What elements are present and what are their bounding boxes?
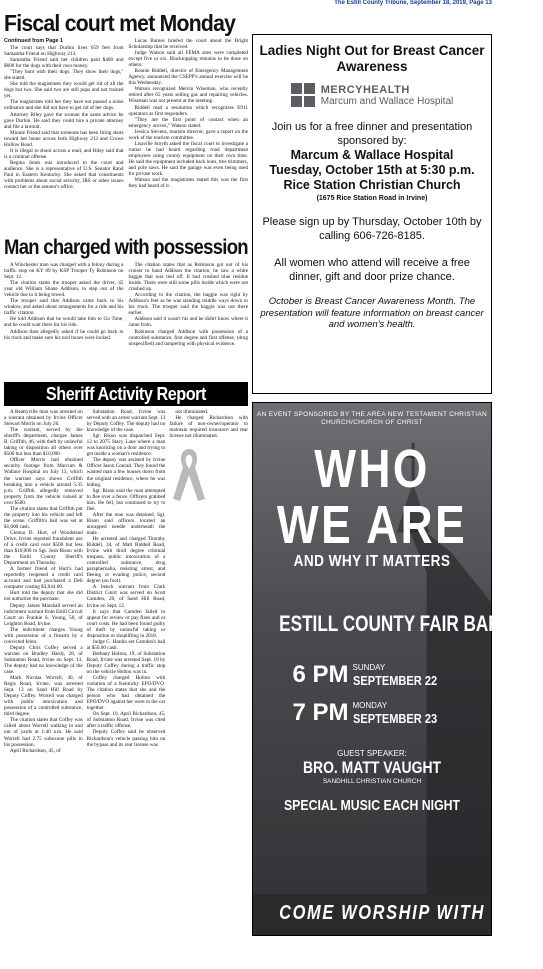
article-paragraph: Mark Nicolas Worrell, 40, of Regis Road, Irvine, was arrested Sept. 13 on Sand Hill Road by Deputy Coffey. Worrell was charged with public intoxication and possession of a controlled substance, third degree. — [4, 675, 83, 718]
article-paragraph: The court says that Durbin lives 659 feet from Samantha Friend on Highway 213. — [4, 45, 124, 58]
ad-awareness-note: October is Breast Cancer Awareness Month. The presentation will feature information on breast cancer and women's health. — [260, 296, 484, 330]
article-paragraph: Officer Morris had obtained security footage from Marcum & Wallace Hospital on July 13, which the warrant says shows Griffith breaking into a vehicle around 5:35 p.m. Griffith allegedly removed property from the vehicle valued at over $500. — [4, 457, 83, 506]
event-night-1 — [253, 661, 491, 689]
article-paragraph: Coffey charged Holton with violation of a Kentucky EPO/DVO. The citation states that she and the person who had obtained the EPO/DVO against her were in the car together. — [86, 675, 166, 712]
article-column — [4, 38, 124, 234]
sheriff-report-banner — [4, 382, 248, 406]
headline-fiscal-court: Fiscal court met Monday — [4, 10, 236, 36]
article-paragraph: Deputy Coffey said he observed Richardson's vehicle passing him on the bypass and its rear license was — [86, 729, 166, 748]
event-title: WHO WE ARE — [276, 439, 468, 555]
article-paragraph: Addison then allegedly asked if he could go back to his truck and make sure his tool boxes were locked. — [4, 328, 124, 341]
article-paragraph: Ronnie Riddell, director of Emergency Management Agency, announced the CSEPP's annual exercise will be this Wednesday. — [128, 68, 248, 87]
article-paragraph: Lucas Barnes briefed the court about the Bright Scholarship that he received. — [128, 38, 248, 51]
brand-subtitle: Marcum and Wallace Hospital — [320, 95, 454, 107]
article-paragraph: Judge Watson said all FEMA sites were completed except five or six. Blacktopping remains to be done on others. — [128, 50, 248, 69]
come-worship-footer — [253, 894, 518, 935]
mercy-cross-icon — [291, 83, 315, 107]
article-column — [129, 262, 249, 378]
article-paragraph: The indictment charges Young with possession of a firearm by a convicted felon. — [4, 626, 83, 645]
article-paragraph: Substation Road, Irvine was served with an arrest warrant Sept. 13 by Deputy Coffey. The deputy had no knowledge of the case. — [86, 409, 166, 434]
article-paragraph: He charged Richardson with failure of non-owner/operator to maintain required insurance and rear license not illuminated. — [169, 415, 249, 440]
article-paragraph: He told Addison that he would take him to Go Time, and he could wait there for his ride. — [4, 316, 124, 329]
article-paragraph: On Sept. 10, April Richardson, 45, of Substation Road, Irvine was cited after a traffic offense. — [86, 711, 166, 730]
article-paragraph: The magistrates told her they have not passed a noise ordinance and she did not have to get rid of her dogs. — [4, 99, 124, 112]
article-paragraph: Lisaville Smyth asked the fiscal court to investigate a rumor he had heard regarding road department employees using county equipment on their own time. He said the equipment included back hoes, tree trimmers, and pole saws. He said the garage was even being used for private work. — [128, 140, 248, 178]
article-paragraph: Hurt told the deputy that she did not authorize the purchase. — [4, 590, 83, 603]
article-paragraph: Watson recognized Melvin Wiseman, who recently retired after 65 years selling gas and repairing vehicles. Wiseman was not present at the meeting. — [128, 86, 248, 105]
article-paragraph: Deputy James Marshall served an indictment warrant from Estill Circuit Court on Frankie S. Young, 50, of Leighton Road, Irvine. — [4, 602, 83, 627]
article-paragraph: Jessica Stevens, tourism director, gave a report on the work of the tourism committee. — [128, 128, 248, 141]
event-sponsor-line: AN EVENT SPONSORED BY THE AREA NEW TESTAMENT CHRISTIAN CHURCH/CHURCH OF CHRIST — [256, 411, 488, 426]
article-paragraph: He arrested and charged Timothy Riddell, 34, of Matt Riddell Road, Irvine with third degree criminal trespass, public intoxication of a controlled substance, drug paraphernalia, resisting arrest, and fleeing or evading police, second degree (on foot). — [86, 535, 166, 585]
article-paragraph: Deputy Chris Coffey served a warrant on Bradley Hardy, 28, of Substation Road, Irvine on Sept. 13. The deputy had no knowledge of the case. — [4, 644, 83, 676]
article-paragraph: According to the citation, the baggie was right by Addison's feet as he was standing middle ways down to his truck. The trooper said the baggie was not there earlier. — [128, 292, 248, 317]
footer-text: COME WORSHIP WITH US — [279, 902, 518, 924]
article-kicker: Continued from Page 1 — [4, 38, 64, 44]
article-column — [129, 38, 249, 234]
article-paragraph: not illuminated. — [175, 409, 209, 415]
article-paragraph: The warrant, served by the sheriff's department, charges James R. Griffith, 46, with theft by unlawful taking or disposition all others over $500 but less than $10,000. — [4, 427, 83, 458]
article-possession — [4, 262, 248, 378]
brand-text — [321, 84, 453, 107]
ad-date: Tuesday, October 15th at 5:30 p.m. — [269, 163, 475, 177]
article-paragraph: Sgt. Rison was dispatched Sept. 12 to 2075 Stacy Lane where a man was knocking on a door and trying to get inside a woman's residence. — [86, 433, 166, 458]
headline-possession: Man charged with possession — [4, 236, 248, 259]
night-2-day: MONDAY — [352, 701, 388, 710]
sheriff-report-title: Sheriff Activity Report — [45, 383, 207, 404]
article-paragraph: It says that Camden failed to appear for review or pay fines and or court costs. He had been found guilty of theft by unlawful taking or disposition or shoplifting in 2018. — [86, 608, 166, 639]
article-paragraph: The deputy was assisted by Irvine Officer Jason Conrad. They found the wanted man a few houses down from the original residence, where he was hiding. — [86, 457, 166, 488]
article-paragraph: Samantha Friend said her children paid $400 and $600 for the dogs with their own money. — [4, 57, 124, 70]
guest-speaker-label: GUEST SPEAKER: — [337, 749, 407, 758]
article-paragraph: Minnie Friend said that someone has been firing shots toward her home across both Highway 213 and Crowe Hollow Road. — [4, 129, 124, 148]
guest-speaker-name: BRO. MATT VAUGHT — [302, 758, 442, 777]
article-column — [87, 409, 166, 969]
article-paragraph: A Winchester man was charged with a felony during a traffic stop on KY 89 by KSP Trooper Ty Robinson on Sept. 12. — [4, 262, 124, 281]
article-paragraph: Watson and the magistrates stated this was the first they had heard of it. — [128, 177, 248, 190]
article-paragraph: A bench warrant from Clark District Court was served on Scott Camden, 20, of Sand Hill Road, Irvine on Sept. 12. — [86, 584, 166, 609]
article-paragraph: Addison said it wasn't his and he didn't know where it came from. — [128, 316, 248, 329]
ad-gift: All women who attend will receive a free dinner, gift and door prize chance. — [274, 257, 470, 283]
ad-ladies-night-out — [252, 34, 492, 394]
event-night-2 — [253, 699, 491, 727]
article-paragraph: "They are the first point of contact when an emergency arrives," Watson stated. — [128, 116, 248, 129]
article-paragraph: April Richardson, 45, of — [10, 747, 61, 754]
night-2-date: SEPTEMBER 23 — [352, 711, 437, 726]
article-column — [4, 262, 124, 378]
article-fiscal-court — [4, 38, 248, 234]
article-column — [169, 409, 248, 969]
article-paragraph: Attorney Riley gave the woman the same advice he gave Durbin. He said they could hire a private attorney and file a lawsuit. — [4, 111, 124, 130]
article-paragraph: A former friend of Hurt's had reportedly reopened a credit card account and had purchased a Dell computer costing $3,044.00. — [4, 566, 83, 591]
event-venue: ESTILL COUNTY FAIR BARN — [279, 611, 514, 636]
article-paragraph: The citation states that Coffey was called about Worrell walking in and out of yards at 1:40 a.m. He said Worrell had 2.75 suboxone pills in his possession. — [4, 717, 83, 748]
ad-venue: Rice Station Christian Church — [283, 178, 461, 192]
article-paragraph: A Beattyville man was arrested on a warrant obtained by Irvine Officer Stewart Morris on July 26. — [4, 409, 83, 428]
article-paragraph: After the man was detained, Sgt. Rison said officers located an uncapped needle underneath the male. — [86, 511, 166, 536]
article-paragraph: The citation states that as Robinson got out of his cruiser to hand Addison the citation, he saw a white baggie that was tied off. It had crushed blue residue inside. There were still some pills inside which were not crushed up. — [128, 262, 248, 293]
night-2-time: 7 PM — [292, 699, 349, 726]
article-paragraph: It is illegal to shoot across a road, and Riley said that is a criminal offense. — [4, 147, 124, 160]
ad-who-we-are — [252, 402, 518, 936]
page-folio: The Estill County Tribune, September 18, 2019, Page 13 — [334, 0, 492, 6]
mercyhealth-logo — [259, 83, 485, 107]
article-paragraph: The citation states that Griffith put the property into his vehicle and left the scene. Griffith's bail was set at $1,000 cash. — [4, 505, 83, 530]
news-column — [4, 10, 248, 936]
article-paragraph: Sgt. Rison said the man attempted to flee over a fence. Officers grabbed him. He fell, but continued to try to flee. — [86, 487, 166, 512]
night-1-date: SEPTEMBER 22 — [352, 673, 437, 688]
article-paragraph: Riddell read a resolution which recognizes E911 operators as first responders. — [128, 104, 248, 117]
article-paragraph: Judge C. Hardin set Camden's bail at $50.00 cash. — [86, 638, 166, 651]
event-subtitle: AND WHY IT MATTERS — [293, 553, 451, 570]
special-music-note: SPECIAL MUSIC EACH NIGHT — [283, 797, 461, 814]
article-paragraph: The citation states the trooper asked the driver, 45 year old William Shane Addison, to step out of the vehicle due to it being towed. — [4, 280, 124, 299]
article-paragraph: Robinson charged Addison with possession of a controlled substance, first degree and first offense, (drug unspecified) and tampering with physical evidence. — [128, 328, 248, 347]
ad-address: (1675 Rice Station Road in Irvine) — [316, 195, 428, 202]
article-paragraph: She told the magistrates they would get rid of all the dogs but two. She said two are still pups and not trained yet. — [4, 81, 124, 100]
article-column — [4, 409, 83, 969]
ad-sponsor: Marcum & Wallace Hospital — [290, 148, 454, 162]
article-paragraph: Regina Jones was introduced to the court and audience. She is a representative of U.S. Senator Rand Paul in Eastern Kentucky. She asked that constituents with problems about social security, IRS or other issues contact her or the senator's office. — [4, 159, 124, 191]
article-paragraph: Glenna D. Hurt, of Woodstead Drive, Irvine reported fraudulent use of a credit card over $500 but less than $10,000 to Sgt. Josh Rison with the Estill County Sheriff's Department on Thursday. — [4, 529, 83, 567]
article-paragraph: "They hunt with their dogs. They show their dogs," she stated. — [4, 69, 124, 82]
awareness-ribbon-icon — [169, 443, 209, 503]
article-paragraph: The trooper said that Addison came back to his window, and asked about arrangements for a ride and his traffic citation. — [4, 298, 124, 317]
article-sheriff-report — [4, 409, 248, 969]
ad-invitation: Join us for a free dinner and presentation sponsored by: — [271, 121, 473, 147]
night-1-day: SUNDAY — [352, 663, 386, 672]
article-paragraph: Bethany Holton, 19, of Substation Road, Irvine was arrested Sept. 10 by Deputy Coffey during a traffic stop on the vehicle Holton was in. — [86, 650, 166, 676]
page-header — [0, 0, 496, 9]
night-1-time: 6 PM — [292, 661, 349, 688]
ad-title: Ladies Night Out for Breast Cancer Awareness — [259, 43, 485, 74]
ad-signup: Please sign up by Thursday, October 10th by calling 606-726-8185. — [262, 216, 482, 242]
brand-name: MERCYHEALTH — [320, 83, 410, 96]
guest-speaker-church: SANDHILL CHRISTIAN CHURCH — [322, 778, 422, 785]
